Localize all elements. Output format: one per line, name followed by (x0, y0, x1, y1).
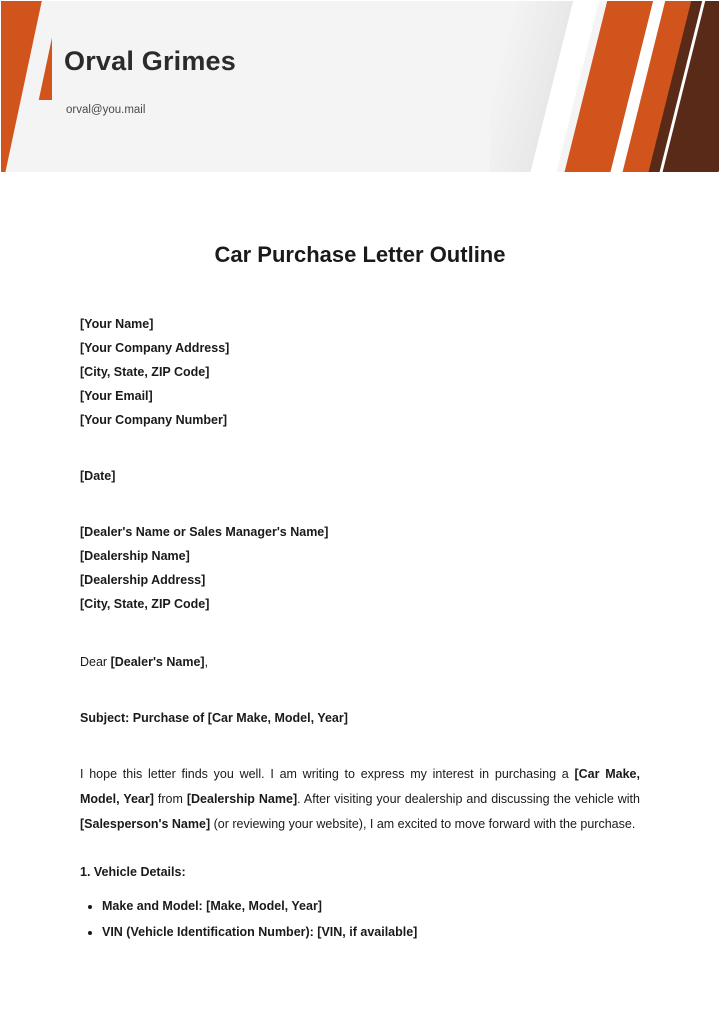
paragraph-text-1: I hope this letter finds you well. I am writing to express my interest in purchasing a (80, 767, 575, 781)
paragraph-text-2: from (153, 792, 187, 806)
recipient-line: [Dealer's Name or Sales Manager's Name] (80, 525, 329, 539)
sender-name: Orval Grimes (64, 46, 236, 76)
sender-line: [Your Email] (80, 389, 153, 403)
recipient-address-block (80, 520, 640, 616)
paragraph-bold-2: [Dealership Name] (186, 792, 298, 806)
sender-email: orval@you.mail (66, 104, 146, 116)
list-item: • Make and Model: [Make, Model, Year] (102, 893, 640, 919)
paragraph-text-4: (or reviewing your website), I am excited to move forward with the purchase. (210, 817, 636, 831)
paragraph-text-3: . After visiting your dealership and discussing the vehicle with (297, 792, 640, 806)
salutation-block (80, 650, 640, 674)
intro-paragraph (80, 762, 640, 837)
salutation-prefix: Dear (80, 655, 111, 669)
salutation-suffix: , (204, 655, 209, 669)
paragraph-bold-1: [Car Make, Model, Year] (80, 767, 640, 806)
sender-line: [Your Company Address] (80, 341, 230, 355)
recipient-line: [Dealership Name] (80, 549, 190, 563)
salutation-recipient: [Dealer's Name] (110, 655, 205, 669)
letterhead-header (0, 0, 720, 172)
sender-line: [City, State, ZIP Code] (80, 365, 210, 379)
date-line: [Date] (80, 469, 116, 483)
list-item: • VIN (Vehicle Identification Number): [VIN, if available] (102, 919, 640, 945)
salutation (80, 650, 640, 674)
section-heading-vehicle-details: 1. Vehicle Details: (80, 865, 186, 879)
recipient-line: [Dealership Address] (80, 573, 206, 587)
vehicle-details-list (80, 893, 640, 945)
intro-paragraph-block (80, 762, 640, 837)
recipient-line: [City, State, ZIP Code] (80, 597, 210, 611)
paragraph-bold-3: [Salesperson's Name] (80, 817, 211, 831)
sender-address-block (80, 312, 640, 432)
page-title: Car Purchase Letter Outline (214, 242, 506, 267)
sender-line: [Your Name] (80, 317, 154, 331)
date-block (80, 464, 640, 488)
header-right-decoration (490, 0, 720, 172)
subject-block (80, 706, 640, 730)
subject-line: Subject: Purchase of [Car Make, Model, Year] (80, 711, 348, 725)
document-body (0, 242, 720, 945)
sender-line: [Your Company Number] (80, 413, 227, 427)
